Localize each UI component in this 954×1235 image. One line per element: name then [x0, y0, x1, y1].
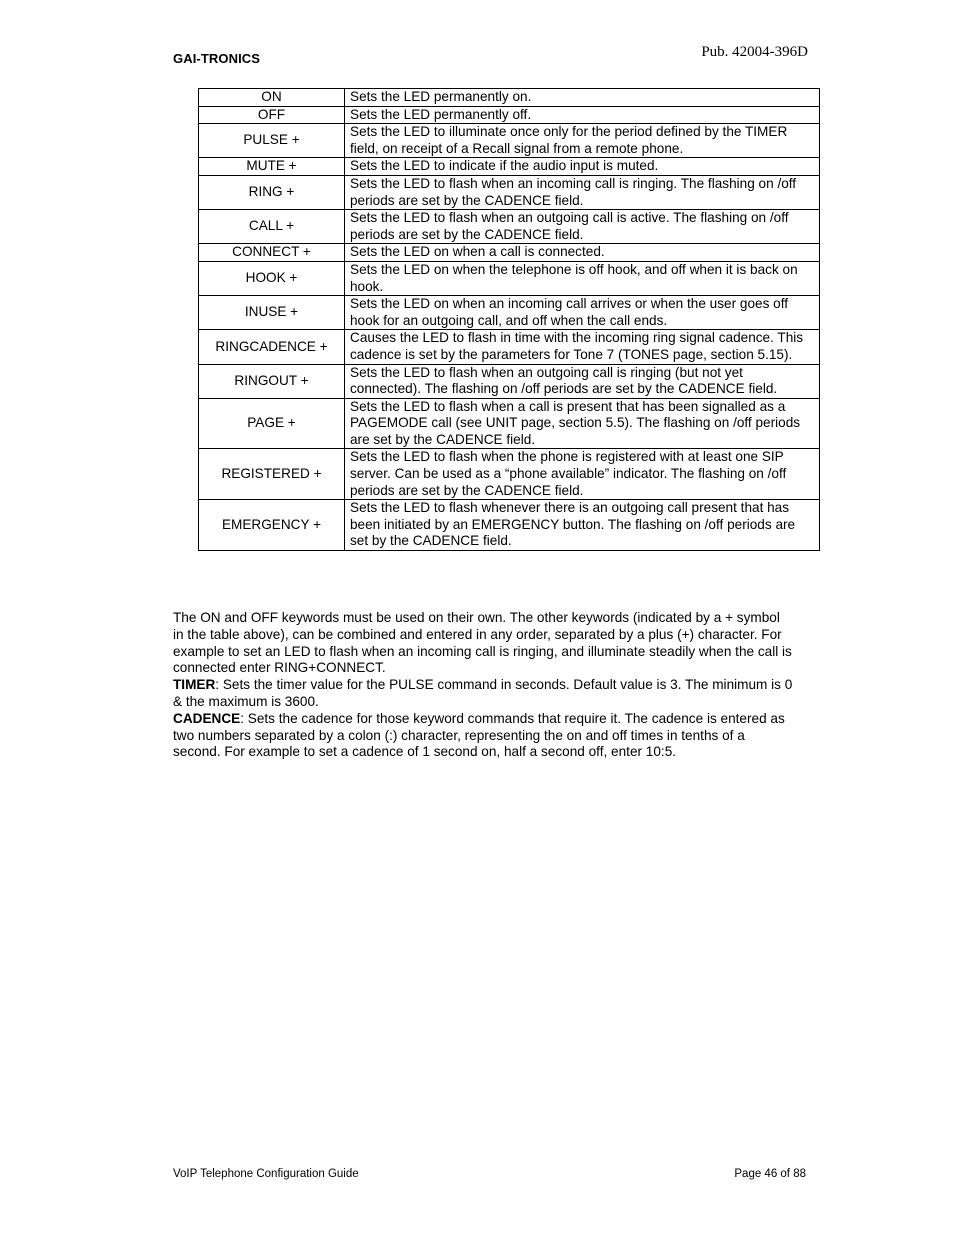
keyword-cell: OFF: [199, 106, 345, 124]
table-row: [199, 449, 820, 500]
keyword-cell: RINGCADENCE +: [199, 330, 345, 364]
keyword-cell: RINGOUT +: [199, 364, 345, 398]
timer-description: : Sets the timer value for the PULSE command in seconds. Default value is 3. The minimum is 0 & the maximum is 3600.: [173, 677, 793, 709]
description-cell: Causes the LED to flash in time with the incoming ring signal cadence. This cadence is set by the parameters for Tone 7 (TONES page, section 5.15).: [345, 330, 820, 364]
description-cell: Sets the LED on when the telephone is off hook, and off when it is back on hook.: [345, 261, 820, 295]
keyword-cell: INUSE +: [199, 296, 345, 330]
table-row: [199, 330, 820, 364]
table-row: [199, 261, 820, 295]
table-row: [199, 500, 820, 551]
keywords-paragraph: The ON and OFF keywords must be used on their own. The other keywords (indicated by a + symbol in the table above), can be combined and entered in any order, separated by a plus (+) character. For example to set an LED to flash when an incoming call is ringing, and illuminate steadily when the call is connected enter RING+CONNECT.: [173, 610, 792, 676]
keyword-cell: RING +: [199, 175, 345, 209]
table-row: [199, 106, 820, 124]
cadence-label: CADENCE: [173, 710, 241, 726]
table-row: [199, 210, 820, 244]
description-cell: Sets the LED to illuminate once only for the period defined by the TIMER field, on receipt of a Recall signal from a remote phone.: [345, 124, 820, 158]
keyword-cell: CONNECT +: [199, 244, 345, 262]
keyword-cell: EMERGENCY +: [199, 500, 345, 551]
page-number: Page 46 of 88: [734, 1168, 806, 1180]
description-cell: Sets the LED to flash when the phone is registered with at least one SIP server. Can be used as a “phone available” indicator. The flashing on /off periods are set by the CADENCE field.: [345, 449, 820, 500]
table-row: [199, 398, 820, 449]
table-row: [199, 244, 820, 262]
description-cell: Sets the LED to flash when an incoming call is ringing. The flashing on /off periods are set by the CADENCE field.: [345, 175, 820, 209]
cadence-paragraph: [173, 711, 793, 761]
table-row: [199, 124, 820, 158]
table-row: [199, 175, 820, 209]
table-row: [199, 158, 820, 176]
keyword-cell: PULSE +: [199, 124, 345, 158]
description-cell: Sets the LED to flash when an outgoing call is active. The flashing on /off periods are set by the CADENCE field.: [345, 210, 820, 244]
keyword-cell: PAGE +: [199, 398, 345, 449]
table-row: [199, 89, 820, 107]
description-cell: Sets the LED on when a call is connected.: [345, 244, 820, 262]
table-row: [199, 364, 820, 398]
document-title: VoIP Telephone Configuration Guide: [173, 1168, 359, 1180]
description-cell: Sets the LED to flash when a call is present that has been signalled as a PAGEMODE call (see UNIT page, section 5.5). The flashing on /off periods are set by the CADENCE field.: [345, 398, 820, 449]
description-cell: Sets the LED to indicate if the audio input is muted.: [345, 158, 820, 176]
body-text: [173, 610, 793, 761]
company-name: GAI-TRONICS: [173, 51, 261, 66]
keyword-cell: ON: [199, 89, 345, 107]
description-cell: Sets the LED permanently off.: [345, 106, 820, 124]
led-keyword-table: [198, 88, 820, 551]
keyword-cell: REGISTERED +: [199, 449, 345, 500]
keyword-cell: HOOK +: [199, 261, 345, 295]
description-cell: Sets the LED permanently on.: [345, 89, 820, 107]
publication-number: Pub. 42004-396D: [701, 44, 808, 60]
keyword-cell: MUTE +: [199, 158, 345, 176]
table-row: [199, 296, 820, 330]
description-cell: Sets the LED on when an incoming call arrives or when the user goes off hook for an outgoing call, and off when the call ends.: [345, 296, 820, 330]
timer-paragraph: [173, 677, 793, 711]
description-cell: Sets the LED to flash when an outgoing call is ringing (but not yet connected). The flashing on /off periods are set by the CADENCE field.: [345, 364, 820, 398]
keyword-cell: CALL +: [199, 210, 345, 244]
cadence-description: : Sets the cadence for those keyword commands that require it. The cadence is entered as two numbers separated by a colon (:) character, representing the on and off times in tenths of a second. For example to set a cadence of 1 second on, half a second off, enter 10:5.: [173, 710, 785, 760]
timer-label: TIMER: [173, 677, 216, 693]
description-cell: Sets the LED to flash whenever there is an outgoing call present that has been initiated by an EMERGENCY button. The flashing on /off periods are set by the CADENCE field.: [345, 500, 820, 551]
